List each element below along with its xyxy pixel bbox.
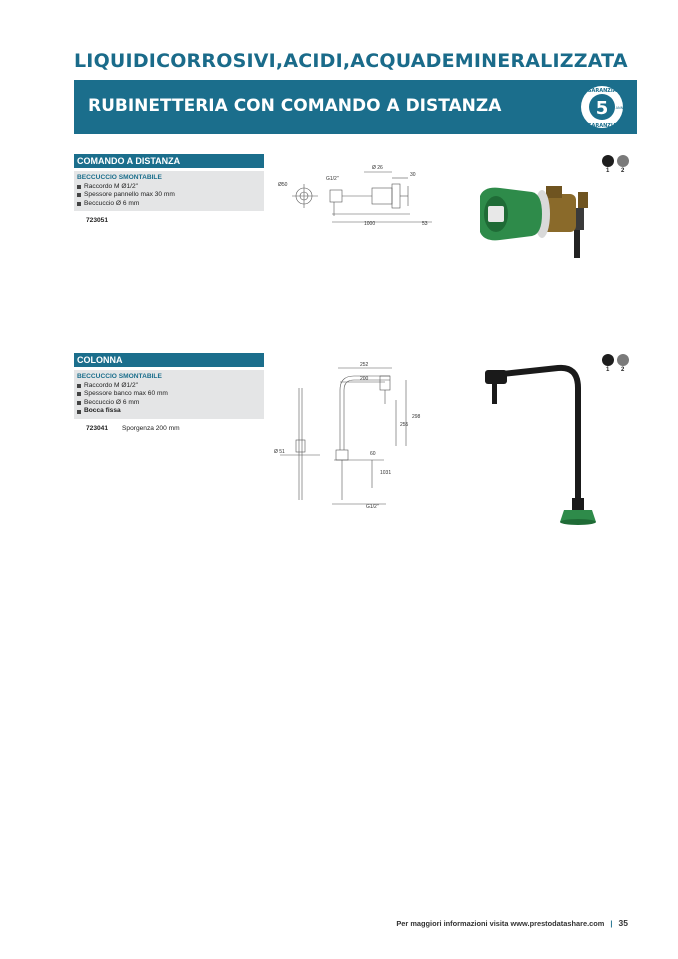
- banner-title: RUBINETTERIA CON COMANDO A DISTANZA: [88, 96, 502, 116]
- page-number: 35: [618, 918, 628, 928]
- spec-item: Spessore pannello max 30 mm: [77, 191, 261, 200]
- dim-label: G1/2": [326, 176, 339, 182]
- spec-title: BECCUCCIO SMONTABILE: [77, 174, 162, 181]
- product-code-row: [74, 217, 264, 224]
- page-footer: [396, 918, 628, 928]
- dim-label: G1/2": [366, 504, 379, 510]
- spec-item: Beccuccio Ø 6 mm: [77, 200, 261, 209]
- product-code: 723041: [86, 424, 109, 432]
- product-photo-remote-valve: [470, 180, 610, 260]
- guarantee-arc-top: GARANZIA: [587, 88, 617, 94]
- spec-item: Raccordo M Ø1/2": [77, 183, 261, 192]
- technical-drawing-remote: [272, 158, 438, 234]
- color-swatch-grey: [617, 354, 629, 366]
- color-swatches: [602, 354, 632, 378]
- color-swatch-black: [602, 155, 614, 167]
- swatch-label: 2: [621, 168, 625, 174]
- dim-label: Ø 26: [372, 165, 383, 171]
- dim-label: 53: [422, 221, 428, 227]
- product-code-desc: Sporgenza 200 mm: [122, 424, 180, 432]
- spec-box: [74, 370, 264, 419]
- guarantee-number: 5: [595, 98, 609, 119]
- spec-title: BECCUCCIO SMONTABILE: [77, 373, 162, 380]
- dim-label: 1000: [364, 221, 376, 227]
- swatch-label: 2: [621, 367, 625, 373]
- swatch-label: 1: [606, 367, 610, 373]
- dim-label: 255: [400, 422, 409, 428]
- swatch-label: 1: [606, 168, 610, 174]
- footer-separator: |: [610, 919, 613, 928]
- dim-label: 1031: [380, 470, 392, 476]
- dim-label: 30: [410, 172, 416, 178]
- banner: [74, 80, 637, 134]
- dim-label: 60: [370, 451, 376, 457]
- spec-box: [74, 171, 264, 211]
- footer-text: Per maggiori informazioni visita www.prestodatashare.com: [396, 919, 605, 928]
- spec-item: Spessore banco max 60 mm: [77, 390, 261, 399]
- dim-label: 298: [412, 414, 421, 420]
- guarantee-badge: [579, 84, 625, 130]
- color-swatch-grey: [617, 155, 629, 167]
- category-title: LIQUIDICORROSIVI,ACIDI,ACQUADEMINERALIZZATA: [74, 50, 628, 72]
- guarantee-arc-bottom: GARANZIA: [587, 123, 617, 129]
- product-photo-column-tap: [482, 360, 602, 526]
- spec-item: Beccuccio Ø 6 mm: [77, 399, 261, 408]
- section-comando-a-distanza: [74, 154, 264, 224]
- dim-label: Ø50: [278, 182, 288, 188]
- guarantee-small: ANNI: [615, 106, 625, 110]
- dim-label: 200: [360, 376, 369, 382]
- product-code: 723051: [86, 217, 109, 225]
- spec-item: Bocca fissa: [77, 407, 261, 416]
- dim-label: Ø 51: [274, 449, 285, 455]
- section-heading: COMANDO A DISTANZA: [74, 154, 264, 168]
- color-swatch-black: [602, 354, 614, 366]
- spec-item: Raccordo M Ø1/2": [77, 382, 261, 391]
- section-heading: COLONNA: [74, 353, 264, 367]
- dim-label: 252: [360, 362, 369, 368]
- color-swatches: [602, 155, 632, 179]
- product-code-row: [74, 425, 264, 432]
- technical-drawing-column: [272, 360, 440, 510]
- section-colonna: [74, 353, 264, 432]
